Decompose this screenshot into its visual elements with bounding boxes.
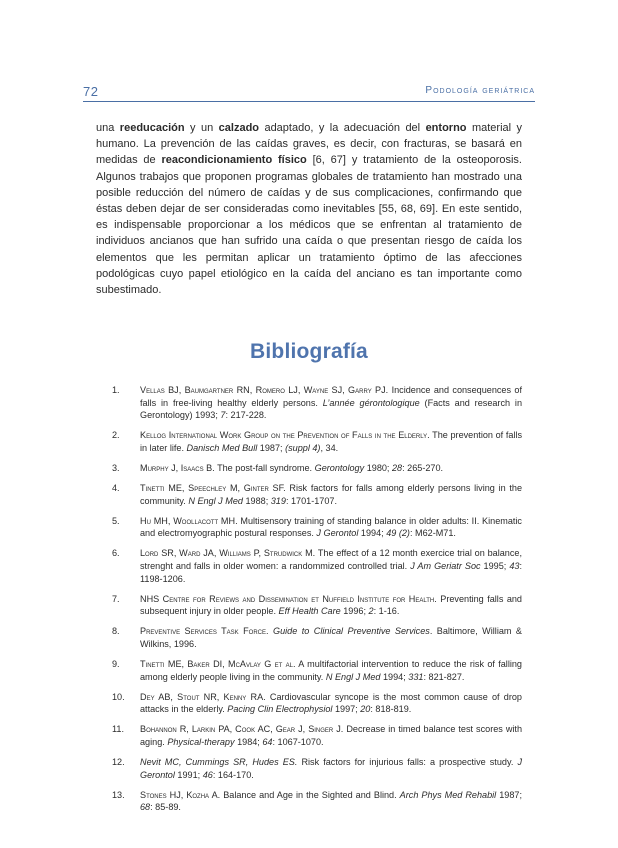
reference-year: 1995; <box>480 561 510 572</box>
reference-journal: Gerontology <box>314 462 365 473</box>
body-paragraph <box>96 120 522 298</box>
reference-item <box>112 691 522 716</box>
reference-authors: NHS Centre for Reviews and Dissemination et Nuffield Institute for Health. <box>140 593 437 604</box>
reference-title: Incidence and consequences of falls in free-living healthy elderly persons. <box>140 385 522 408</box>
reference-item <box>112 482 522 507</box>
reference-title: The post-fall syndrome. <box>214 462 315 473</box>
reference-authors: Tinetti ME, Baker DI, McAvlay G et al. <box>140 659 296 670</box>
reference-pages: , 34. <box>320 442 339 453</box>
reference-list <box>112 384 522 822</box>
body-bold-term: entorno <box>425 122 467 134</box>
reference-number: 10. <box>112 691 125 702</box>
header-rule <box>83 101 535 102</box>
reference-year: 1980; <box>364 462 392 473</box>
reference-pages: : 217-228. <box>225 410 267 421</box>
reference-volume: 28 <box>391 462 403 473</box>
reference-item <box>112 593 522 618</box>
reference-title: Decrease in timed balance test scores with aging. <box>140 724 522 748</box>
reference-title: Multisensory training of standing balance in older adults: II. Kinematic and electromyographic postural responses. <box>140 515 522 539</box>
reference-number: 7. <box>112 593 120 604</box>
reference-pages: : 1-16. <box>373 606 400 617</box>
reference-year: (Facts and research in Gerontology) 1993; <box>140 397 522 421</box>
reference-volume: 319 <box>270 495 286 506</box>
reference-journal: J Gerontol <box>140 757 522 780</box>
reference-volume: 7 <box>220 410 226 421</box>
reference-journal: Pacing Clin Electrophysiol <box>227 704 333 715</box>
reference-pages: : 1701-1707. <box>285 495 338 506</box>
reference-item <box>112 384 522 422</box>
reference-authors: Vellas BJ, Baumgartner RN, Romero LJ, Wayne SJ, Garry PJ. <box>140 385 389 395</box>
section-title: Bibliografía <box>250 340 368 363</box>
reference-number: 2. <box>112 430 120 441</box>
reference-item <box>112 547 522 585</box>
reference-year: . Baltimore, William & Wilkins, 1996. <box>140 626 522 649</box>
reference-pages: : M62-M71. <box>409 528 456 539</box>
reference-item <box>112 429 522 454</box>
reference-journal: Danisch Med Bull <box>186 442 258 453</box>
reference-journal: N Engl J Med <box>325 671 381 682</box>
reference-authors: Bohannon R, Larkin PA, Cook AC, Gear J, Singer J. <box>140 724 344 735</box>
reference-number: 1. <box>112 385 120 395</box>
page-number: 72 <box>83 84 99 99</box>
reference-number: 11. <box>112 724 124 735</box>
reference-year: 1997; <box>332 704 361 715</box>
body-text-segment: adaptado, y la adecuación del <box>259 122 426 134</box>
reference-year: 1987; <box>257 442 286 453</box>
reference-volume: 46 <box>202 769 213 780</box>
reference-item <box>112 515 522 540</box>
reference-volume: 49 (2) <box>386 528 410 539</box>
reference-authors: Stones HJ, Kozha A. <box>140 789 221 800</box>
reference-pages: : 85-89. <box>150 802 181 813</box>
body-text-segment: y un <box>184 122 219 134</box>
reference-number: 5. <box>112 515 120 526</box>
reference-authors: Preventive Services Task Force. <box>140 626 269 637</box>
running-title: Podología geriátrica <box>425 85 535 96</box>
reference-number: 6. <box>112 548 120 559</box>
reference-volume: 331 <box>408 671 424 682</box>
reference-title: The prevention of falls in later life. <box>140 430 523 453</box>
reference-year: 1994; <box>358 528 387 539</box>
reference-year: 1988; <box>242 495 271 506</box>
reference-journal: J Am Geriatr Soc <box>410 561 481 572</box>
reference-pages: : 164-170. <box>212 769 254 780</box>
body-bold-term: reeducación <box>119 122 185 134</box>
reference-item <box>112 723 522 748</box>
reference-pages: : 1067-1070. <box>272 737 324 748</box>
reference-volume: 68 <box>140 802 151 813</box>
reference-authors: Dey AB, Stout NR, Kenny RA. <box>140 691 266 702</box>
body-bold-term: reacondicionamiento físico <box>161 154 307 167</box>
reference-title: Risk factors for falls among elderly persons living in the community. <box>140 483 522 506</box>
reference-journal: Eff Health Care <box>278 606 341 617</box>
reference-year: 1996; <box>340 606 369 617</box>
reference-authors: Lord SR, Ward JA, Williams P, Strudwick M. <box>140 548 316 559</box>
body-text-segment: [6, 67] y tratamiento de la osteoporosis. Algunos trabajos que proponen programas globales de tratamiento han mostrado una posible reducción del número de caídas y de sus complicaciones, confirmando que éstas deben dejar de ser consideradas como inevitables [55, 68, 69]. En este sentido, es indispensable proporcionar a los médicos que se enfrentan al tratamiento de individuos ancianos que han sufrido una caída o que presentan riesgo de caída los elementos que les permitan aplicar un tratamiento óptimo de las afecciones podológicas cuyo papel etiológico en la caída del anciano es tan importante como subestimado. <box>96 154 522 297</box>
reference-year: 1984; <box>234 737 263 748</box>
reference-volume: 20 <box>360 704 371 715</box>
reference-item <box>112 625 522 650</box>
reference-journal: L’année gérontologique <box>322 397 420 408</box>
body-bold-term: calzado <box>218 122 260 134</box>
reference-number: 4. <box>112 483 120 494</box>
body-text-segment: material y humano. La prevención de las caídas graves, es decir, con fracturas, se basará en medidas de <box>96 122 523 167</box>
reference-volume: 2 <box>368 606 374 617</box>
reference-pages: : 821-827. <box>423 671 465 682</box>
reference-title: Balance and Age in the Sighted and Blind. <box>220 789 400 800</box>
reference-volume: (suppl 4) <box>285 442 321 453</box>
reference-title: Cardiovascular syncope is the most common cause of drop attacks in the elderly. <box>140 691 522 715</box>
reference-authors: Murphy J, Isaacs B. <box>140 462 215 473</box>
reference-journal: Arch Phys Med Rehabil <box>399 789 497 800</box>
reference-year: 1991; <box>174 769 203 780</box>
reference-volume: 43 <box>509 561 520 572</box>
reference-authors: Hu MH, Woollacott MH. <box>140 515 238 526</box>
reference-authors: Nevit MC, Cummings SR, Hudes ES. <box>140 757 298 768</box>
reference-number: 8. <box>112 626 120 637</box>
reference-item <box>112 462 522 475</box>
reference-number: 9. <box>112 659 120 670</box>
page-header <box>83 82 535 102</box>
reference-journal: Physical-therapy <box>167 737 235 748</box>
reference-authors: Tinetti ME, Speechley M, Ginter SF. <box>140 483 286 494</box>
reference-pages: : 818-819. <box>370 704 412 715</box>
reference-journal: J Gerontol <box>316 528 359 539</box>
reference-volume: 64 <box>262 737 273 748</box>
reference-year: 1987; <box>496 789 523 800</box>
reference-title: A multifactorial intervention to reduce the risk of falling among elderly people living in the community. <box>140 659 522 682</box>
reference-item <box>112 658 522 683</box>
reference-title: Preventing falls and subsequent injury in older people. <box>140 593 522 617</box>
reference-pages: : 265-270. <box>402 462 444 473</box>
reference-journal: N Engl J Med <box>188 495 243 506</box>
reference-title: Risk factors for injurious falls: a prospective study. <box>297 757 518 768</box>
reference-number: 3. <box>112 462 120 473</box>
reference-journal: Guide to Clinical Preventive Services <box>273 626 430 637</box>
reference-year: 1994; <box>380 671 409 682</box>
reference-title: The effect of a 12 month exercice trial on balance, strenght and falls in older women: a randommized controlled trial. <box>140 548 523 572</box>
reference-item <box>112 756 522 781</box>
reference-authors: Kellog International Work Group on the Prevention of Falls in the Elderly. <box>140 430 430 441</box>
reference-item <box>112 789 522 814</box>
reference-number: 13. <box>112 789 125 800</box>
reference-pages: : 1198-1206. <box>140 561 522 584</box>
reference-number: 12. <box>112 757 125 768</box>
body-text-segment: una <box>96 122 120 134</box>
